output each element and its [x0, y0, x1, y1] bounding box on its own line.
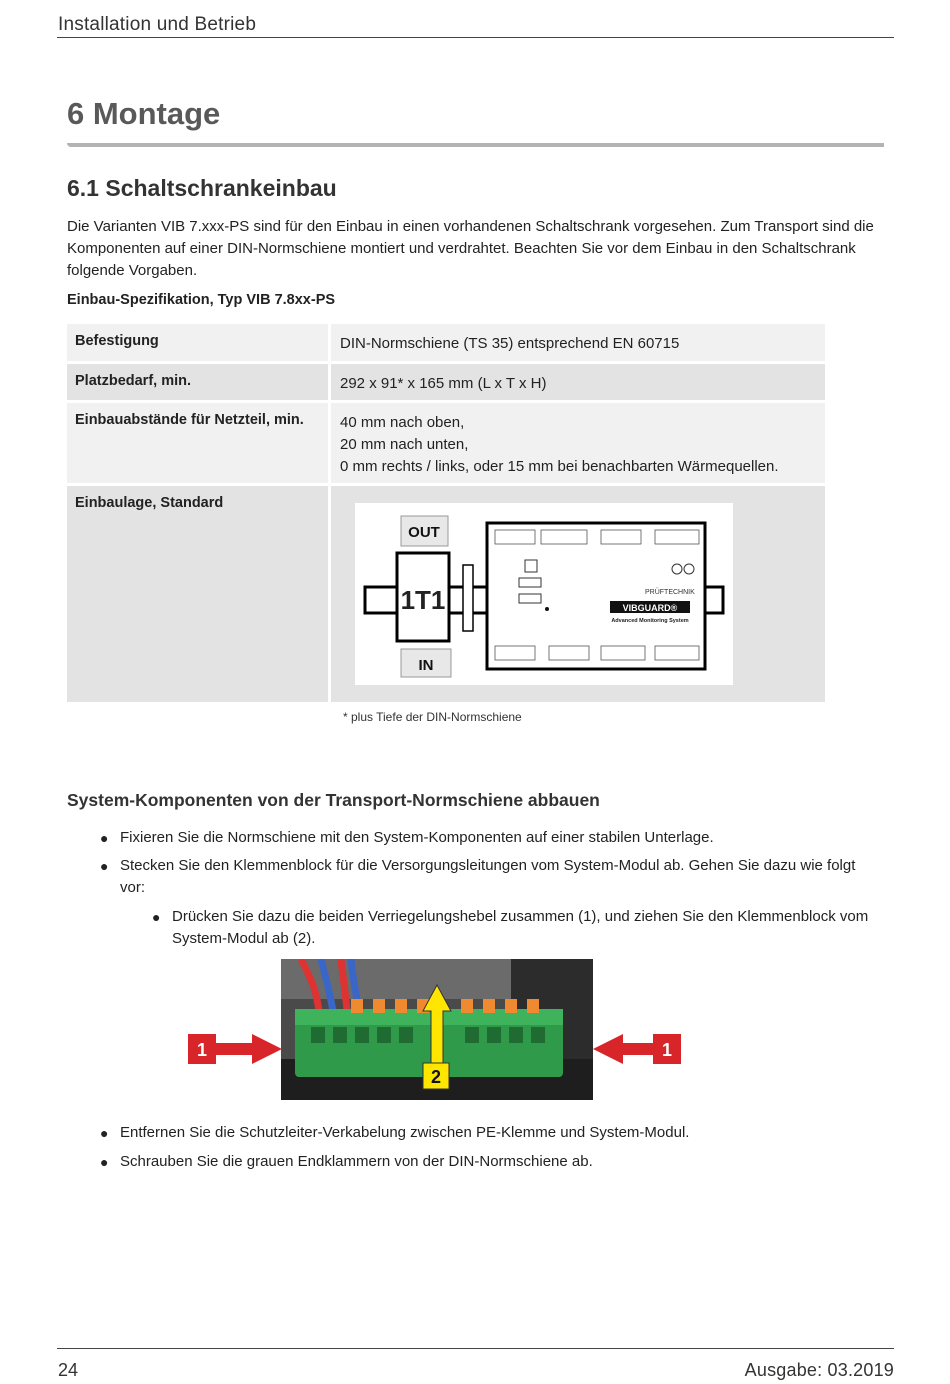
spec-label: Einbaulage, Standard: [67, 486, 328, 702]
list-item-text: Schrauben Sie die grauen Endklammern von der DIN-Normschiene ab.: [120, 1153, 593, 1170]
label-1-left: 1: [196, 1040, 208, 1060]
end-clamp: [463, 565, 473, 631]
running-header: Installation und Betrieb: [58, 14, 257, 35]
intro-paragraph: Die Varianten VIB 7.xxx-PS sind für den Einbau in einen vorhandenen Schaltschrank vorgesehen. Zum Transport sind die Komponenten auf einer DIN-Normschiene montiert und verdrahtet. Beachten Sie vor dem Einbau in den Schaltschrank folgende Vorgaben.: [67, 218, 874, 279]
arrow-right-icon: [216, 1034, 282, 1064]
footer-rule: [57, 1348, 894, 1349]
bullet-icon: ●: [100, 830, 109, 846]
list-item: [100, 827, 880, 849]
section-title-rule: [67, 143, 884, 147]
spec-label: Platzbedarf, min.: [67, 364, 328, 400]
psu-label: 1T1: [400, 585, 446, 615]
spec-footnote: * plus Tiefe der DIN-Normschiene: [343, 710, 522, 724]
sub-list-item: [152, 906, 882, 950]
mounting-diagram-svg: [355, 503, 733, 685]
brand-label: PRÜFTECHNIK: [645, 589, 695, 596]
spec-label: Befestigung: [67, 324, 328, 361]
out-label: OUT: [408, 524, 440, 541]
spec-value-line: 40 mm nach oben,: [340, 414, 465, 431]
terminal-block-photo: [281, 959, 593, 1100]
subsection-title: 6.1 Schaltschrankeinbau: [67, 175, 337, 201]
product-sub-label: Advanced Monitoring System: [611, 618, 689, 624]
arrow-left-icon: [593, 1034, 653, 1064]
list-item: [100, 855, 880, 899]
bullet-icon: ●: [100, 858, 109, 874]
spec-value-line: 0 mm rechts / links, oder 15 mm bei benachbarten Wärmequellen.: [340, 458, 779, 475]
page-number: 24: [58, 1360, 79, 1380]
spec-value: [331, 403, 825, 483]
list-item-text: Entfernen Sie die Schutzleiter-Verkabelung zwischen PE-Klemme und System-Modul.: [120, 1124, 690, 1141]
spec-row: [67, 364, 825, 400]
lan-port: [525, 560, 537, 572]
reset-button: [545, 607, 549, 611]
mounting-diagram: [355, 503, 733, 685]
led-2: [684, 564, 694, 574]
spec-value-line: 20 mm nach unten,: [340, 436, 469, 453]
list-item-text: Drücken Sie dazu die beiden Verriegelungshebel zusammen (1), und ziehen Sie den Klemmenblock vom System-Modul ab (2).: [172, 908, 869, 947]
product-label: VIBGUARD®: [622, 603, 678, 613]
spec-row: [67, 324, 825, 361]
terminal-block-photo-svg: [281, 959, 593, 1100]
edition-label: Ausgabe: 03.2019: [744, 1360, 894, 1380]
bullet-icon: ●: [100, 1154, 109, 1170]
in-label: IN: [418, 657, 434, 674]
led-1: [672, 564, 682, 574]
serial-port-2: [519, 594, 541, 603]
list-item: [100, 1122, 880, 1144]
spec-value: DIN-Normschiene (TS 35) entsprechend EN 60715: [331, 324, 825, 361]
spec-value: 292 x 91* x 165 mm (L x T x H): [331, 364, 825, 400]
section-title: 6 Montage: [67, 96, 221, 131]
list-item: [100, 1151, 880, 1173]
bullet-icon: ●: [152, 909, 161, 925]
label-2: 2: [430, 1067, 442, 1087]
left-squeeze-arrow: [188, 1028, 288, 1070]
serial-port-1: [519, 578, 541, 587]
list-item-text: Fixieren Sie die Normschiene mit den System-Komponenten auf einer stabilen Unterlage.: [120, 829, 714, 846]
removal-title: System-Komponenten von der Transport-Normschiene abbauen: [67, 790, 600, 810]
label-1-right: 1: [661, 1040, 673, 1060]
spec-label: Einbauabstände für Netzteil, min.: [67, 403, 328, 483]
right-squeeze-arrow: [593, 1028, 681, 1070]
spec-row: [67, 403, 825, 483]
spec-caption: Einbau-Spezifikation, Typ VIB 7.8xx-PS: [67, 292, 336, 308]
list-item-text: Stecken Sie den Klemmenblock für die Versorgungsleitungen vom System-Modul ab. Gehen Sie dazu wie folgt vor:: [120, 857, 856, 896]
header-rule: [57, 37, 894, 38]
bullet-icon: ●: [100, 1125, 109, 1141]
